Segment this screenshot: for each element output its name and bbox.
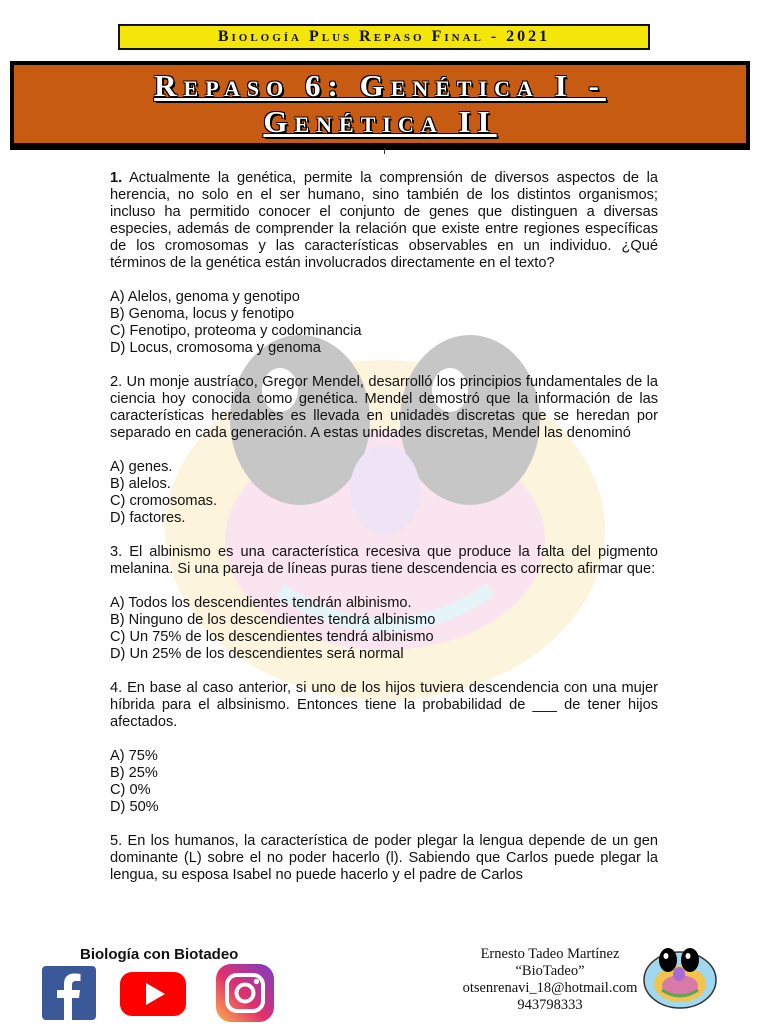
author-email: otsenrenavi_18@hotmail.com [462, 980, 638, 996]
question-number: 2. [110, 374, 123, 390]
author-phone: 943798333 [517, 997, 583, 1013]
question-3 [110, 544, 658, 663]
question-text: En base al caso anterior, si uno de los hijos tuviera descendencia con una mujer híbrida para el albsinismo. Entonces tiene la probabilidad de ___ de tener hijos afectados. [110, 680, 658, 730]
title-line-2: Genética II [263, 104, 497, 139]
biotadeo-cell-logo [640, 938, 720, 1012]
option-b: B) alelos. [110, 476, 171, 492]
option-c: C) 0% [110, 782, 151, 798]
course-banner: Biología Plus Repaso Final - 2021 [118, 24, 650, 50]
option-a: A) Todos los descendientes tendrán albinismo. [110, 595, 412, 611]
facebook-icon[interactable] [42, 966, 96, 1020]
question-text: El albinismo es una característica recesiva que produce la falta del pigmento melanina. Si una pareja de líneas puras tiene descendencia es correcto afirmar que: [110, 544, 658, 577]
option-a: A) 75% [110, 748, 158, 764]
question-number: 1. [110, 170, 123, 186]
question-1 [110, 170, 658, 357]
question-4 [110, 680, 658, 816]
questions-list [110, 170, 658, 901]
option-b: B) Genoma, locus y fenotipo [110, 306, 295, 322]
option-b: B) Ninguno de los descendientes tendrá albinismo [110, 612, 436, 628]
title-line-1: Repaso 6: Genética I - [154, 68, 606, 103]
brand-label: Biología con Biotadeo [80, 946, 239, 963]
author-name: Ernesto Tadeo Martínez [480, 946, 620, 962]
author-nickname: “BioTadeo” [515, 963, 585, 979]
option-d: D) Un 25% de los descendientes será normal [110, 646, 404, 662]
option-c: C) Fenotipo, proteoma y codominancia [110, 323, 362, 339]
option-d: D) Locus, cromosoma y genoma [110, 340, 321, 356]
question-number: 3. [110, 544, 123, 560]
option-d: D) 50% [110, 799, 159, 815]
question-number: 5. [110, 833, 123, 849]
question-text: En los humanos, la característica de poder plegar la lengua depende de un gen dominante (L) sobre el no poder hacerlo (l). Sabiendo que Carlos puede plegar la lengua, su esposa Isabel no puede hacerlo y el padre de Carlos [110, 833, 658, 883]
option-c: C) Un 75% de los descendientes tendrá albinismo [110, 629, 434, 645]
youtube-icon[interactable] [120, 966, 186, 1020]
option-c: C) cromosomas. [110, 493, 218, 509]
question-text: Un monje austríaco, Gregor Mendel, desarrolló los principios fundamentales de la ciencia hoy conocida como genética. Mendel demostró que la información de las características heredables es llevada en unidades discretas que se heredan por separado en cada generación. A estas unidades discretas, Mendel las denominó [110, 374, 658, 441]
option-a: A) Alelos, genoma y genotipo [110, 289, 300, 305]
question-number: 4. [110, 680, 123, 696]
option-a: A) genes. [110, 459, 173, 475]
instagram-icon[interactable] [216, 964, 274, 1022]
question-2 [110, 374, 658, 527]
author-contact [430, 946, 670, 1014]
divider-tick [384, 148, 385, 154]
option-b: B) 25% [110, 765, 158, 781]
question-text: Actualmente la genética, permite la comprensión de diversos aspectos de la herencia, no solo en el ser humano, sino también de los distintos organismos; incluso ha permitido conocer el conjunto de genes que distinguen a diversas especies, además de comprender la relación que existe entre regiones específicas de los cromosomas y las características observables en un individuo. ¿Qué términos de la genética están involucrados directamente en el texto? [110, 170, 658, 271]
title-box [10, 61, 750, 147]
question-5 [110, 833, 658, 884]
option-d: D) factores. [110, 510, 186, 526]
